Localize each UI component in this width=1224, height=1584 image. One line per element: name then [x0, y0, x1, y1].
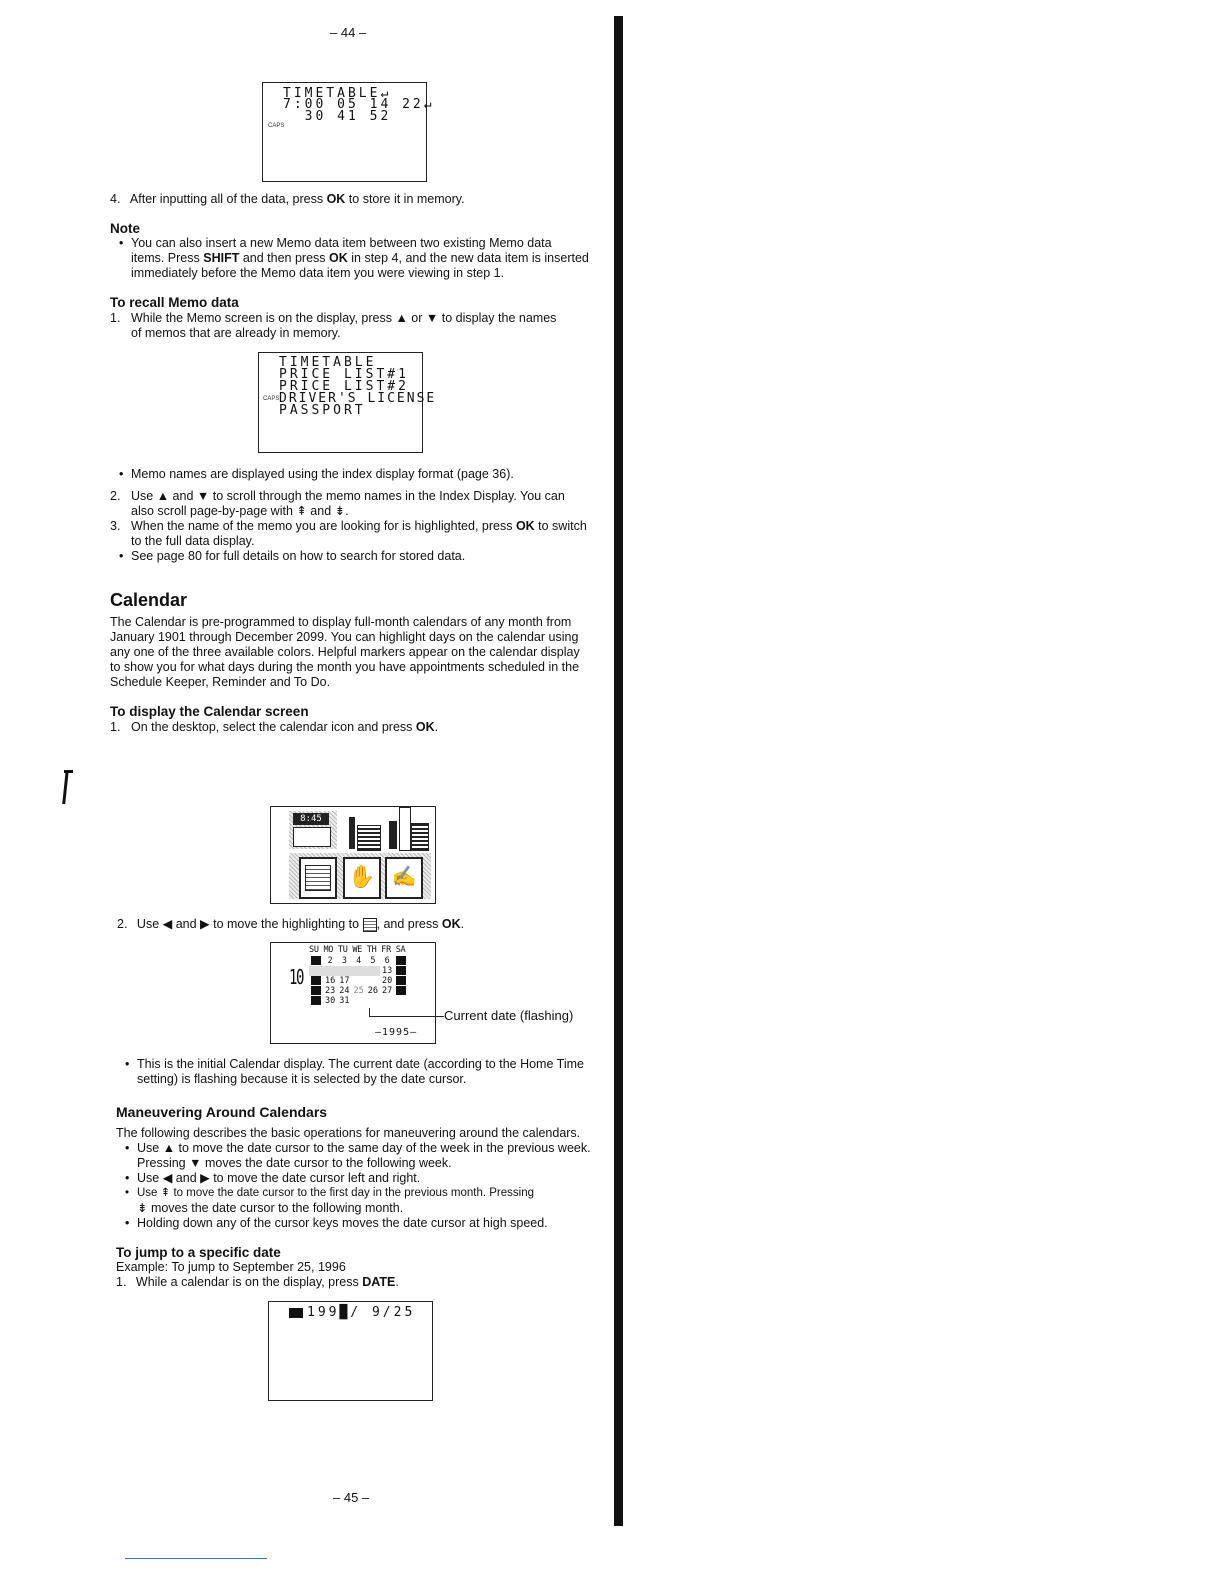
- phone-book-icon: ✍: [385, 857, 423, 899]
- clock-icon: 8:45: [289, 811, 337, 849]
- crop-mark: [62, 770, 69, 804]
- jump-step-1: 1. While a calendar is on the display, press DATE.: [116, 1275, 399, 1289]
- highlighted-day: [311, 956, 321, 965]
- calendar-week-row: 2 3 4 5 6: [309, 956, 408, 966]
- step-text: to store it in memory.: [345, 192, 465, 206]
- calendar-year: —1995—: [375, 1027, 418, 1038]
- note-line: immediately before the Memo data item you were viewing in step 1.: [131, 266, 505, 280]
- recall-step-1: 1. While the Memo screen is on the display, press ▲ or ▼ to display the names of memos that are already in memory.: [110, 311, 557, 340]
- memo-hand-icon: ✋: [343, 857, 381, 899]
- step-text: After inputting all of the data, press: [129, 192, 327, 206]
- lcd-line: PASSPORT: [279, 403, 366, 418]
- note-bullet: [131, 236, 601, 281]
- maneuver-heading: Maneuvering Around Calendars: [116, 1104, 328, 1120]
- note-line: • You can also insert a new Memo data item between two existing Memo data: [131, 236, 552, 250]
- jump-example: Example: To jump to September 25, 1996: [116, 1260, 346, 1274]
- calendar-week-row: 13: [309, 966, 408, 976]
- note-line: items. Press SHIFT and then press OK in step 4, and the new data item is inserted: [131, 251, 589, 265]
- lcd-line: 30 41 52: [283, 109, 392, 124]
- bullet-initial-display: • This is the initial Calendar display. The current date (according to the Home Time setting) is flashing because it is selected by the date cursor.: [137, 1057, 584, 1087]
- page-number-top: – 44 –: [330, 25, 367, 40]
- calendar-icon-inline: [363, 918, 377, 932]
- maneuver-bullet-hold: • Holding down any of the cursor keys moves the date cursor at high speed.: [137, 1216, 548, 1231]
- display-calendar-heading: To display the Calendar screen: [110, 704, 309, 719]
- lcd-line: 7:00 05 14 22↵: [283, 97, 435, 112]
- lcd-line: TIMETABLE↵: [283, 86, 392, 101]
- calendar-month-number: 10: [289, 965, 304, 989]
- recall-step-2: 2. Use ▲ and ▼ to scroll through the memo names in the Index Display. You can also scroll page-by-page with ⇞ and ⇟.: [110, 489, 565, 518]
- lcd-timetable-screen: [262, 82, 435, 182]
- caps-indicator: CAPS: [263, 396, 280, 402]
- calendar-week-row: 16 17 20: [309, 976, 408, 986]
- current-date-cell: 25: [353, 986, 364, 996]
- maneuver-bullet-page: • Use ⇞ to move the date cursor to the first day in the previous month. Pressing ⇟ moves the date cursor to the following month.: [137, 1186, 534, 1216]
- lcd-memo-index-screen: [258, 352, 437, 453]
- highlighted-day: [311, 976, 321, 985]
- highlighted-day: [396, 956, 406, 965]
- recall-step-3: 3. When the name of the memo you are looking for is highlighted, press OK to switch to the full data display.: [110, 519, 587, 548]
- maneuver-bullet-left-right: • Use ◀ and ▶ to move the date cursor left and right.: [137, 1171, 420, 1186]
- highlighted-day: [311, 986, 321, 995]
- calendar-grid: [309, 956, 408, 1006]
- desktop-icon-screen: [270, 806, 436, 904]
- bullet-search-reference: • See page 80 for full details on how to search for stored data.: [131, 549, 465, 564]
- highlighted-day: [396, 976, 406, 985]
- footer-link-line: [125, 1558, 267, 1559]
- crop-mark-top: [64, 770, 73, 773]
- lcd-line: DRIVER'S LICENSE: [279, 391, 437, 406]
- calendar-icon: [299, 857, 337, 899]
- schedule-icon: [347, 811, 383, 849]
- date-input-value: 199█/ 9/25: [307, 1305, 416, 1320]
- calendar-weekday-header: SU MO TU WE TH FR SA: [309, 945, 406, 955]
- highlighted-day: [396, 986, 406, 995]
- calendar-heading: Calendar: [110, 590, 188, 610]
- page-edge-bar: [614, 16, 623, 1526]
- lcd-line: PRICE LIST#2: [279, 379, 409, 394]
- city-icon: [387, 807, 431, 849]
- bullet-index-format: • Memo names are displayed using the index display format (page 36).: [131, 467, 514, 482]
- lcd-line: PRICE LIST#1: [279, 367, 409, 382]
- caps-indicator: CAPS: [268, 123, 285, 129]
- display-step-2: 2. Use ◀ and ▶ to move the highlighting to , and press OK.: [117, 917, 465, 931]
- jump-heading: To jump to a specific date: [116, 1245, 281, 1260]
- step-number: 4.: [110, 192, 121, 206]
- key-ok: OK: [326, 192, 346, 206]
- maneuver-bullet-up-down: • Use ▲ to move the date cursor to the same day of the week in the previous week. Pressing ▼ moves the date cursor to the following week.: [137, 1141, 591, 1171]
- callout-line: [369, 1008, 444, 1017]
- callout-current-date: Current date (flashing): [444, 1008, 574, 1023]
- calendar-glyph-icon: [289, 1308, 303, 1318]
- display-step-1: 1. On the desktop, select the calendar icon and press OK.: [110, 720, 439, 734]
- lcd-line: TIMETABLE: [279, 355, 377, 370]
- calendar-intro: The Calendar is pre-programmed to display full-month calendars of any month from January 1901 through December 2099. You can highlight days on the calendar using any one of the three available colors. Helpful markers appear on the calendar display to show you for what days during the month you have appointments scheduled in the Schedule Keeper, Reminder and To Do.: [110, 615, 580, 689]
- highlighted-day: [396, 966, 406, 975]
- note-heading: Note: [110, 221, 140, 236]
- recall-heading: To recall Memo data: [110, 295, 239, 310]
- calendar-week-row: 30 31: [309, 996, 408, 1006]
- page-number-bottom: – 45 –: [333, 1490, 370, 1505]
- highlighted-day: [311, 996, 321, 1005]
- date-jump-screen: [268, 1301, 433, 1401]
- calendar-screen: [270, 942, 436, 1044]
- calendar-week-row: 23 24 25 26 27: [309, 986, 408, 996]
- step-4: [110, 192, 465, 207]
- maneuver-intro: The following describes the basic operations for maneuvering around the calendars.: [116, 1126, 581, 1140]
